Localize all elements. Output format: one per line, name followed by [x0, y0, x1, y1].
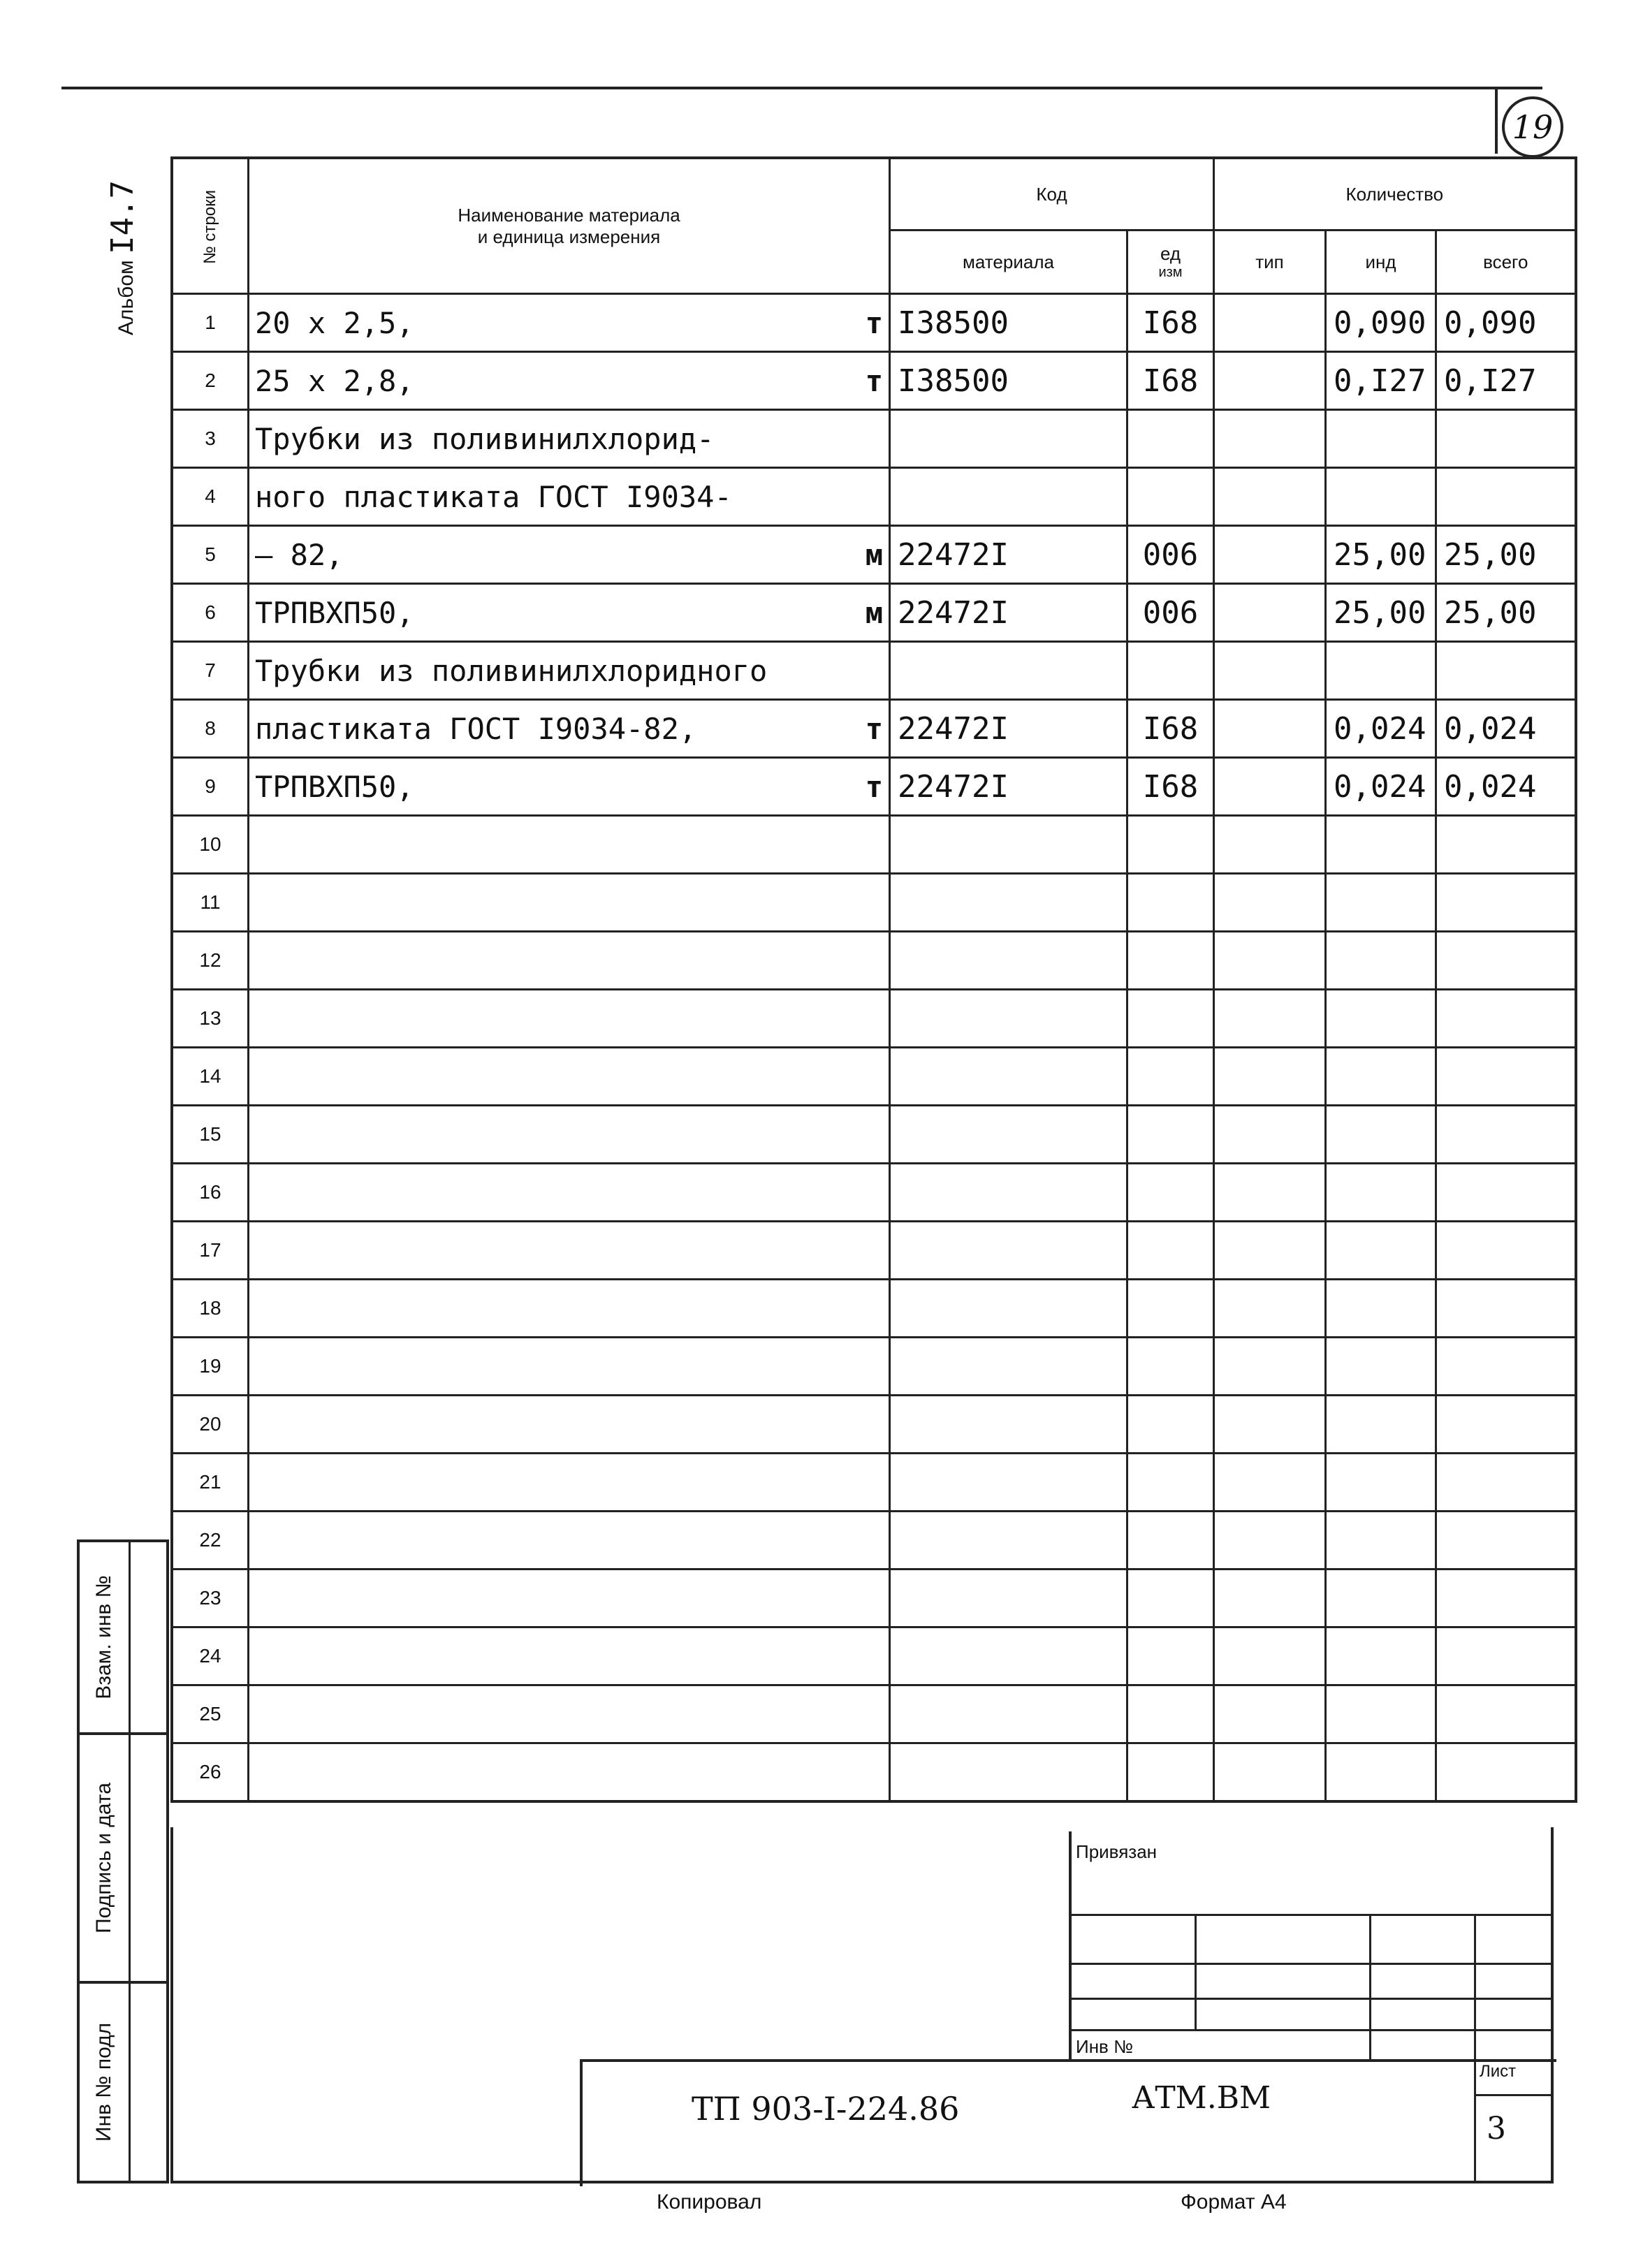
row-name	[249, 294, 890, 352]
row-number: 24	[172, 1627, 249, 1685]
table-row	[172, 1222, 1576, 1280]
row-code	[890, 932, 1127, 990]
row-number: 19	[172, 1338, 249, 1396]
row-code	[890, 1743, 1127, 1802]
row-typ	[1214, 1685, 1326, 1743]
row-total	[1436, 816, 1576, 874]
row-unit: I68	[1127, 700, 1214, 758]
materials-table	[170, 156, 1577, 1803]
row-typ	[1214, 1222, 1326, 1280]
row-name	[249, 700, 890, 758]
row-name	[249, 874, 890, 932]
header-unit: ед изм	[1127, 231, 1214, 294]
row-number: 10	[172, 816, 249, 874]
row-typ	[1214, 526, 1326, 584]
row-ind	[1326, 1627, 1436, 1685]
row-name	[249, 468, 890, 526]
row-name	[249, 1685, 890, 1743]
row-code: 22472I	[890, 526, 1127, 584]
row-number: 5	[172, 526, 249, 584]
table-row	[172, 352, 1576, 410]
row-total: 0,024	[1436, 700, 1576, 758]
row-total: 0,090	[1436, 294, 1576, 352]
row-typ	[1214, 1743, 1326, 1802]
stamp-podpis	[77, 1732, 169, 1984]
privyazan-label: Привязан	[1076, 1841, 1158, 1862]
row-name	[249, 1106, 890, 1164]
row-code	[890, 1164, 1127, 1222]
row-name-text: – 82,	[255, 537, 344, 572]
row-ind	[1326, 1685, 1436, 1743]
row-typ	[1214, 468, 1326, 526]
inv-no-label: Инв №	[1076, 2036, 1133, 2057]
row-total	[1436, 1338, 1576, 1396]
row-name	[249, 990, 890, 1048]
priv-line-1	[1069, 1914, 1554, 1916]
row-ind	[1326, 1164, 1436, 1222]
page-number: 19	[1502, 96, 1563, 158]
row-number: 13	[172, 990, 249, 1048]
row-number: 7	[172, 642, 249, 700]
row-code	[890, 468, 1127, 526]
row-code	[890, 1627, 1127, 1685]
row-typ	[1214, 816, 1326, 874]
row-ind	[1326, 816, 1436, 874]
row-typ	[1214, 874, 1326, 932]
row-name	[249, 352, 890, 410]
row-code	[890, 1454, 1127, 1512]
row-name	[249, 1280, 890, 1338]
row-name-text: ТРПВХП50,	[255, 595, 414, 630]
row-unit	[1127, 932, 1214, 990]
row-total	[1436, 1048, 1576, 1106]
row-unit	[1127, 816, 1214, 874]
table-row	[172, 700, 1576, 758]
row-name	[249, 410, 890, 468]
table-row	[172, 1048, 1576, 1106]
row-typ	[1214, 1454, 1326, 1512]
row-code	[890, 1685, 1127, 1743]
row-name-text: ТРПВХП50,	[255, 769, 414, 804]
row-total	[1436, 990, 1576, 1048]
row-unit	[1127, 1048, 1214, 1106]
album-label-text: Альбом	[115, 260, 138, 335]
priv-line-3	[1069, 1998, 1554, 2000]
table-row	[172, 294, 1576, 352]
row-total	[1436, 1570, 1576, 1627]
row-number: 17	[172, 1222, 249, 1280]
row-ind: 0,024	[1326, 758, 1436, 816]
row-ind	[1326, 990, 1436, 1048]
row-code	[890, 1280, 1127, 1338]
row-unit	[1127, 468, 1214, 526]
row-total	[1436, 642, 1576, 700]
row-unit	[1127, 1512, 1214, 1570]
row-code	[890, 1338, 1127, 1396]
row-name	[249, 642, 890, 700]
album-label	[105, 180, 140, 335]
row-name	[249, 1396, 890, 1454]
row-typ	[1214, 758, 1326, 816]
row-name	[249, 1512, 890, 1570]
table-row	[172, 1338, 1576, 1396]
row-typ	[1214, 1570, 1326, 1627]
row-name	[249, 932, 890, 990]
row-ind	[1326, 1454, 1436, 1512]
row-name	[249, 1454, 890, 1512]
stamp-vzam	[77, 1539, 169, 1735]
table-row	[172, 468, 1576, 526]
header-typ: тип	[1214, 231, 1326, 294]
table-row	[172, 932, 1576, 990]
row-code	[890, 990, 1127, 1048]
priv-line-2	[1069, 1963, 1554, 1965]
row-code	[890, 1048, 1127, 1106]
row-ind	[1326, 1570, 1436, 1627]
document-code: АТМ.ВМ	[1132, 2080, 1271, 2116]
row-total	[1436, 410, 1576, 468]
row-total	[1436, 1512, 1576, 1570]
row-typ	[1214, 990, 1326, 1048]
privyazan-box	[1069, 1831, 1556, 2062]
row-ind	[1326, 642, 1436, 700]
row-name	[249, 1338, 890, 1396]
row-number: 15	[172, 1106, 249, 1164]
row-unit	[1127, 1222, 1214, 1280]
row-unit	[1127, 1627, 1214, 1685]
row-code	[890, 1570, 1127, 1627]
row-code: 22472I	[890, 584, 1127, 642]
table-row	[172, 526, 1576, 584]
row-name	[249, 1627, 890, 1685]
row-typ	[1214, 932, 1326, 990]
row-number: 2	[172, 352, 249, 410]
row-code	[890, 1222, 1127, 1280]
table-row	[172, 758, 1576, 816]
sheet-label: Лист	[1480, 2062, 1517, 2081]
row-ind: 0,090	[1326, 294, 1436, 352]
priv-vline-1	[1195, 1914, 1197, 2031]
header-ind: инд	[1326, 231, 1436, 294]
frame-left	[170, 1827, 173, 2183]
row-number: 11	[172, 874, 249, 932]
row-typ	[1214, 1280, 1326, 1338]
row-typ	[1214, 1106, 1326, 1164]
row-unit	[1127, 1743, 1214, 1802]
row-name	[249, 1048, 890, 1106]
row-unit: 006	[1127, 526, 1214, 584]
row-name-text: Трубки из поливинилхлоридного	[255, 653, 768, 688]
row-total	[1436, 1627, 1576, 1685]
row-typ	[1214, 1338, 1326, 1396]
row-number: 20	[172, 1396, 249, 1454]
table-row	[172, 1685, 1576, 1743]
row-unit-letter: т	[865, 305, 884, 340]
row-ind: 0,I27	[1326, 352, 1436, 410]
row-number: 21	[172, 1454, 249, 1512]
row-typ	[1214, 1048, 1326, 1106]
table-row	[172, 1627, 1576, 1685]
row-name-text: пластиката ГОСТ I9034-82,	[255, 711, 697, 746]
row-ind	[1326, 1512, 1436, 1570]
table-row	[172, 584, 1576, 642]
row-total	[1436, 874, 1576, 932]
row-ind	[1326, 1396, 1436, 1454]
row-total	[1436, 1743, 1576, 1802]
row-unit	[1127, 410, 1214, 468]
row-unit	[1127, 1570, 1214, 1627]
row-number: 25	[172, 1685, 249, 1743]
row-total	[1436, 468, 1576, 526]
row-ind	[1326, 1338, 1436, 1396]
row-code	[890, 642, 1127, 700]
row-typ	[1214, 1627, 1326, 1685]
album-value: I4.7	[105, 180, 140, 255]
row-ind	[1326, 1743, 1436, 1802]
row-number: 1	[172, 294, 249, 352]
row-name	[249, 1743, 890, 1802]
row-name	[249, 1222, 890, 1280]
sheet-divider	[1474, 2059, 1476, 2183]
row-total	[1436, 1222, 1576, 1280]
header-name: Наименование материала и единица измерения	[249, 158, 890, 294]
row-number: 18	[172, 1280, 249, 1338]
header-row-no: № строки	[172, 158, 249, 294]
row-unit-letter: т	[865, 363, 884, 398]
format-label: Формат А4	[1181, 2190, 1287, 2214]
row-total: 0,024	[1436, 758, 1576, 816]
row-code: I38500	[890, 352, 1127, 410]
row-typ	[1214, 1396, 1326, 1454]
row-unit-letter: т	[865, 711, 884, 746]
row-unit-letter: т	[865, 769, 884, 804]
stamp-inv-label: Инв № подл	[92, 2022, 115, 2142]
priv-vline-2	[1369, 1914, 1371, 2061]
row-number: 14	[172, 1048, 249, 1106]
stamp-inv	[77, 1981, 169, 2183]
row-unit	[1127, 874, 1214, 932]
row-total	[1436, 932, 1576, 990]
row-number: 4	[172, 468, 249, 526]
row-unit: I68	[1127, 294, 1214, 352]
row-unit-letter: м	[865, 595, 884, 630]
row-ind: 0,024	[1326, 700, 1436, 758]
row-name	[249, 584, 890, 642]
row-name-text: Трубки из поливинилхлорид-	[255, 421, 715, 456]
row-ind	[1326, 874, 1436, 932]
row-ind	[1326, 932, 1436, 990]
row-typ	[1214, 584, 1326, 642]
row-unit	[1127, 1396, 1214, 1454]
sheet-number: 3	[1487, 2111, 1506, 2146]
header-code: Код	[890, 158, 1214, 231]
row-ind	[1326, 1280, 1436, 1338]
stamp-vzam-label: Взам. инв №	[92, 1575, 115, 1699]
table-row	[172, 1396, 1576, 1454]
sheet-hline	[1474, 2094, 1554, 2096]
row-unit: I68	[1127, 758, 1214, 816]
row-unit	[1127, 1685, 1214, 1743]
table-row	[172, 816, 1576, 874]
header-total: всего	[1436, 231, 1576, 294]
table-row	[172, 874, 1576, 932]
row-name	[249, 758, 890, 816]
row-number: 22	[172, 1512, 249, 1570]
table-row	[172, 990, 1576, 1048]
table-row	[172, 1454, 1576, 1512]
row-name-text: ного пластиката ГОСТ I9034-	[255, 479, 732, 514]
row-typ	[1214, 1164, 1326, 1222]
row-unit	[1127, 1280, 1214, 1338]
copied-label: Копировал	[657, 2190, 762, 2214]
table-row	[172, 1512, 1576, 1570]
row-number: 16	[172, 1164, 249, 1222]
table-row	[172, 410, 1576, 468]
row-code	[890, 816, 1127, 874]
row-name-text: 20 х 2,5,	[255, 305, 414, 340]
row-typ	[1214, 700, 1326, 758]
row-total	[1436, 1396, 1576, 1454]
row-code	[890, 410, 1127, 468]
row-ind	[1326, 410, 1436, 468]
row-number: 3	[172, 410, 249, 468]
table-row	[172, 642, 1576, 700]
row-unit	[1127, 1106, 1214, 1164]
page-number-divider	[1495, 89, 1498, 154]
row-name	[249, 816, 890, 874]
row-unit: 006	[1127, 584, 1214, 642]
top-rule	[61, 87, 1542, 89]
row-unit	[1127, 990, 1214, 1048]
header-material: материала	[890, 231, 1127, 294]
row-total: 25,00	[1436, 526, 1576, 584]
row-ind: 25,00	[1326, 526, 1436, 584]
row-total: 25,00	[1436, 584, 1576, 642]
row-code: 22472I	[890, 758, 1127, 816]
row-ind	[1326, 1222, 1436, 1280]
row-name	[249, 1570, 890, 1627]
header-quantity: Количество	[1214, 158, 1576, 231]
row-code: 22472I	[890, 700, 1127, 758]
row-unit: I68	[1127, 352, 1214, 410]
table-row	[172, 1106, 1576, 1164]
row-unit	[1127, 642, 1214, 700]
row-total	[1436, 1280, 1576, 1338]
table-row	[172, 1743, 1576, 1802]
table-row	[172, 1280, 1576, 1338]
row-ind	[1326, 1106, 1436, 1164]
row-number: 6	[172, 584, 249, 642]
row-typ	[1214, 642, 1326, 700]
row-typ	[1214, 410, 1326, 468]
row-code	[890, 1512, 1127, 1570]
document-number: ТП 903-I-224.86	[692, 2090, 960, 2128]
row-name-text: 25 х 2,8,	[255, 363, 414, 398]
priv-line-4	[1069, 2029, 1554, 2031]
priv-vline-3	[1474, 1914, 1476, 2061]
row-number: 26	[172, 1743, 249, 1802]
row-code	[890, 1396, 1127, 1454]
row-number: 12	[172, 932, 249, 990]
row-typ	[1214, 294, 1326, 352]
row-total	[1436, 1164, 1576, 1222]
table-row	[172, 1164, 1576, 1222]
row-code	[890, 1106, 1127, 1164]
row-unit	[1127, 1164, 1214, 1222]
row-typ	[1214, 1512, 1326, 1570]
row-unit	[1127, 1338, 1214, 1396]
table-row	[172, 1570, 1576, 1627]
row-number: 9	[172, 758, 249, 816]
row-number: 8	[172, 700, 249, 758]
row-total: 0,I27	[1436, 352, 1576, 410]
row-typ	[1214, 352, 1326, 410]
row-total	[1436, 1454, 1576, 1512]
row-unit	[1127, 1454, 1214, 1512]
row-ind	[1326, 468, 1436, 526]
row-name	[249, 1164, 890, 1222]
row-code	[890, 874, 1127, 932]
table-body	[172, 294, 1576, 1802]
row-number: 23	[172, 1570, 249, 1627]
row-ind: 25,00	[1326, 584, 1436, 642]
row-ind	[1326, 1048, 1436, 1106]
row-total	[1436, 1106, 1576, 1164]
stamp-podpis-label: Подпись и дата	[92, 1783, 115, 1933]
row-unit-letter: м	[865, 537, 884, 572]
row-total	[1436, 1685, 1576, 1743]
row-name	[249, 526, 890, 584]
row-code: I38500	[890, 294, 1127, 352]
